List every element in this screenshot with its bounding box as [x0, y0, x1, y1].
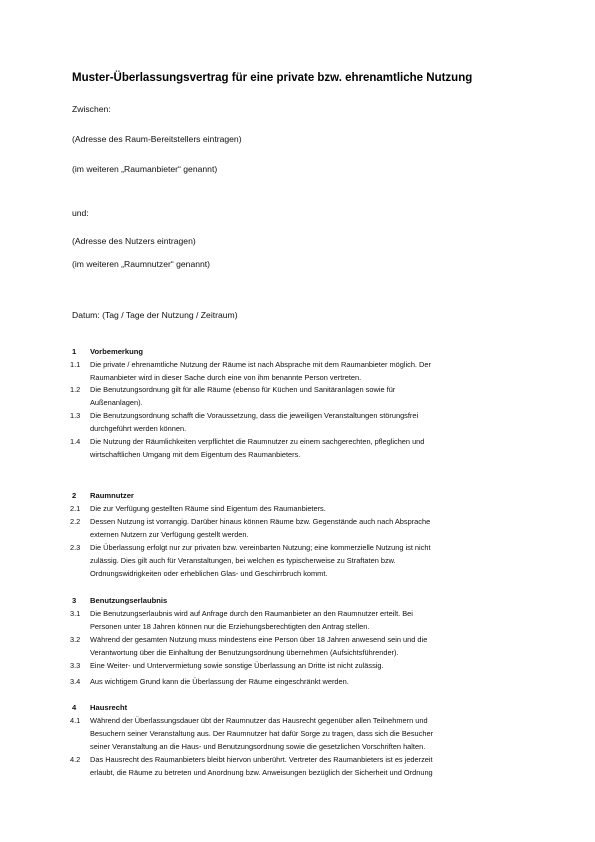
clause-line: Die Benutzungsordnung schafft die Voraussetzung, dass die jeweiligen Veranstaltungen störungsfrei [90, 411, 419, 420]
clause-line: seiner Veranstaltung an die Haus- und Benutzungsordnung sowie die gesetzlichen Vorschriften halten. [90, 742, 426, 751]
clause-line: Aus wichtigem Grund kann die Überlassung der Räume eingeschränkt werden. [90, 677, 349, 686]
clause-number: 4.1 [70, 716, 81, 725]
clause-line: erlaubt, die Räume zu betreten und Anordnung bzw. Anweisungen bezüglich der Sicherheit und Ordnung [90, 768, 433, 777]
provider-alias: (im weiteren „Raumanbieter“ genannt) [72, 164, 218, 174]
clause-line: Verantwortung über die Einhaltung der Benutzungsordnung übernehmen (Aufsichtsführender). [90, 648, 399, 657]
clause-number: 1.3 [70, 411, 81, 420]
clause-line: Die Benutzungsordnung gilt für alle Räume (ebenso für Küchen und Sanitäranlagen sowie für [90, 385, 396, 394]
user-address: (Adresse des Nutzers eintragen) [72, 236, 196, 246]
clause-line: Die zur Verfügung gestellten Räume sind Eigentum des Raumanbieters. [90, 504, 326, 513]
clause-line: Das Hausrecht des Raumanbieters bleibt hiervon unberührt. Vertreter des Raumanbieters ist es jederzeit [90, 755, 433, 764]
document-title: Muster-Überlassungsvertrag für eine private bzw. ehrenamtliche Nutzung [72, 72, 473, 84]
clause-line: Die private / ehrenamtliche Nutzung der Räume ist nach Absprache mit dem Raumanbieter möglich. Der [90, 360, 431, 369]
section-number: 1 [72, 347, 77, 356]
clause-line: Während der Überlassungsdauer übt der Raumnutzer das Hausrecht gegenüber allen Teilnehmern und [90, 716, 428, 725]
between-label: Zwischen: [72, 104, 111, 114]
clause-line: Ordnungswidrigkeiten oder erheblichen Glas- und Geschirrbruch kommt. [90, 569, 328, 578]
clause-number: 3.2 [70, 635, 81, 644]
clause-line: Während der gesamten Nutzung muss mindestens eine Person über 18 Jahren anwesend sein und die [90, 635, 428, 644]
and-label: und: [72, 208, 89, 218]
clause-line: durchgeführt werden können. [90, 424, 187, 433]
section-number: 4 [72, 703, 77, 712]
clause-line: Außenanlagen). [90, 398, 143, 407]
clause-number: 3.4 [70, 677, 81, 686]
section-title: Hausrecht [90, 703, 128, 712]
clause-line: Die Benutzungserlaubnis wird auf Anfrage durch den Raumanbieter an den Raumnutzer erteilt. Bei [90, 609, 413, 618]
clause-line: Personen unter 18 Jahren können nur die Erziehungsberechtigten den Antrag stellen. [90, 622, 370, 631]
section-title: Benutzungserlaubnis [90, 596, 168, 605]
clause-number: 3.1 [70, 609, 81, 618]
section-title: Raumnutzer [90, 491, 134, 500]
date-line: Datum: (Tag / Tage der Nutzung / Zeitraum) [72, 310, 238, 320]
clause-number: 3.3 [70, 661, 81, 670]
clause-number: 1.2 [70, 385, 81, 394]
section-title: Vorbemerkung [90, 347, 144, 356]
clause-line: zulässig. Dies gilt auch für Veranstaltungen, bei welchen es typischerweise zu Straftaten bzw. [90, 556, 396, 565]
clause-number: 4.2 [70, 755, 81, 764]
clause-number: 2.3 [70, 543, 81, 552]
section-number: 2 [72, 491, 77, 500]
clause-number: 2.1 [70, 504, 81, 513]
clause-number: 2.2 [70, 517, 81, 526]
clause-line: Die Überlassung erfolgt nur zur privaten bzw. vereinbarten Nutzung; eine kommerzielle Nutzung ist nicht [90, 543, 431, 552]
clause-line: Die Nutzung der Räumlichkeiten verpflichtet die Raumnutzer zu einem sachgerechten, pfleglichen und [90, 437, 425, 446]
user-alias: (im weiteren „Raumnutzer“ genannt) [72, 259, 211, 269]
clause-number: 1.4 [70, 437, 81, 446]
provider-address: (Adresse des Raum-Bereitstellers eintragen) [72, 134, 242, 144]
clause-line: wirtschaftlichen Umgang mit dem Eigentum des Raumanbieters. [90, 450, 301, 459]
clause-line: Besuchern seiner Veranstaltung aus. Der Raumnutzer hat dafür Sorge zu tragen, dass sich die Besucher [90, 729, 434, 738]
clause-line: Raumanbieter wird in dieser Sache durch eine von ihm benannte Person vertreten. [90, 373, 362, 382]
clause-line: Eine Weiter- und Untervermietung sowie sonstige Überlassung an Dritte ist nicht zulässig. [90, 661, 384, 670]
clause-number: 1.1 [70, 360, 81, 369]
section-number: 3 [72, 596, 77, 605]
clause-line: externen Nutzern zur Verfügung gestellt werden. [90, 530, 249, 539]
clause-line: Dessen Nutzung ist vorrangig. Darüber hinaus können Räume bzw. Gegenstände auch nach Absprache [90, 517, 431, 526]
